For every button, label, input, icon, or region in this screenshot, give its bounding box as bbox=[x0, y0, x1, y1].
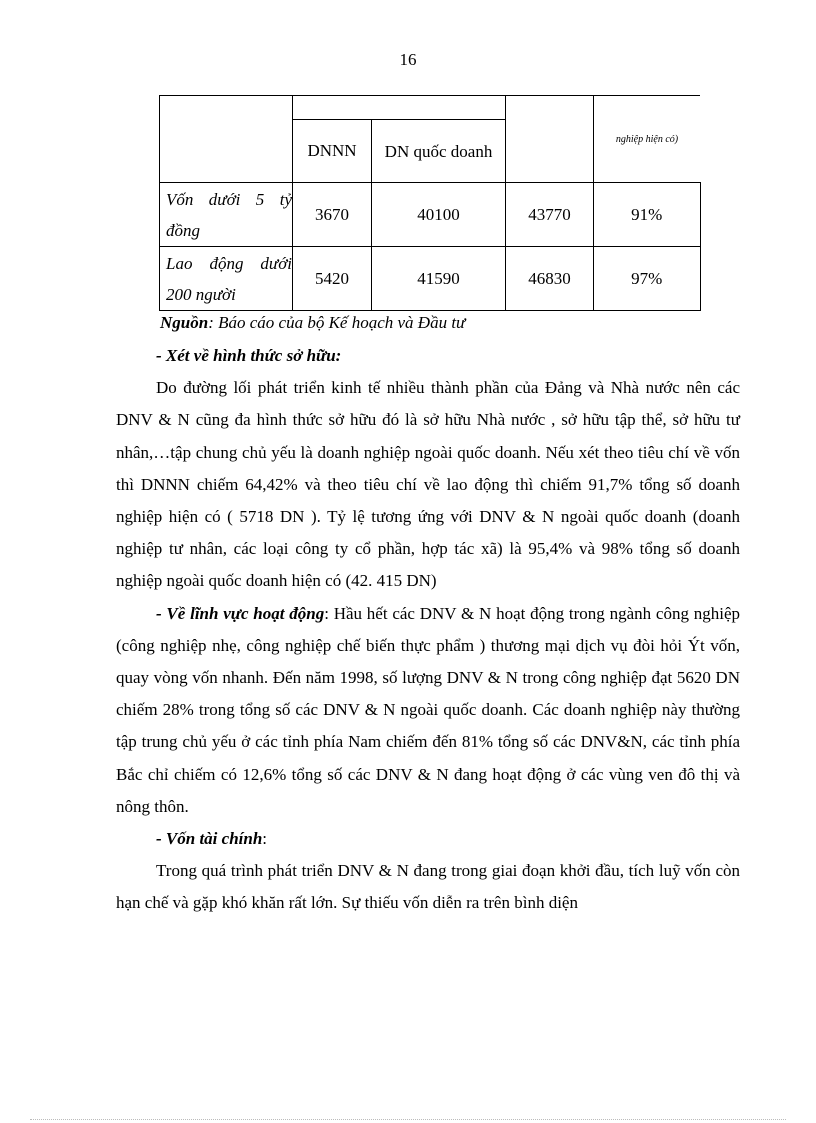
table-cell-dnnn: 5420 bbox=[293, 247, 372, 311]
table-cell-total: 46830 bbox=[506, 247, 594, 311]
table-corner-cell bbox=[160, 96, 293, 183]
section-heading-text: - Xét về hình thức sở hữu: bbox=[156, 346, 342, 365]
statistics-table bbox=[159, 95, 701, 311]
table-cell-percent: 97% bbox=[594, 247, 701, 311]
section-heading-capital-text: - Vốn tài chính bbox=[156, 829, 263, 849]
paragraph-activity-field bbox=[116, 598, 740, 823]
table-row bbox=[160, 183, 701, 247]
table-header-group-cell bbox=[293, 96, 506, 120]
paragraph-activity-text: : Hầu hết các DNV & N hoạt động trong ngành công nghiệp (công nghiệp nhẹ, công nghiệp chế biến thực phẩm ) thương mại dịch vụ đòi hỏi Ýt vốn, quay vòng vốn nhanh. Đến năm 1998, số lượng DNV & N trong công nghiệp đạt 5620 DN chiếm 28% trong tổng số các DNV & N ngoài quốc doanh. Các doanh nghiệp này thường tập trung chủ yếu ở các tỉnh phía Nam chiếm đến 81% tổng số các DNV&N, các tỉnh phía Bắc chỉ chiếm có 12,6% tổng số các DNV & N đang hoạt động ở các vùng ven đô thị và nông thôn. bbox=[116, 603, 740, 816]
table-header-note: nghiệp hiện có) bbox=[615, 133, 679, 145]
section-heading-ownership bbox=[116, 340, 740, 372]
paragraph-ownership: Do đường lối phát triển kinh tế nhiều thành phần của Đảng và Nhà nước nên các DNV & N cũng đa hình thức sở hữu đó là sở hữu Nhà nước , sở hữu tập thể, sở hữu tư nhân,…tập chung chủ yếu là doanh nghiệp ngoài quốc doanh. Nếu xét theo tiêu chí về vốn thì DNNN chiếm 64,42% và theo tiêu chí về lao động thì chiếm 91,7% tổng số doanh nghiệp hiện có ( 5718 DN ). Tỷ lệ tương ứng với DNV & N ngoài quốc doanh (doanh nghiệp tư nhân, các loại công ty cổ phần, hợp tác xã) là 95,4% và 98% tổng số doanh nghiệp ngoài quốc doanh hiện có (42. 415 DN) bbox=[116, 378, 740, 591]
table-header-dn-quoc-doanh: DN quốc doanh bbox=[372, 120, 506, 183]
table-header-dnnn: DNNN bbox=[293, 120, 372, 183]
document-body bbox=[116, 340, 740, 920]
section-heading-capital bbox=[116, 823, 740, 855]
page-bottom-divider bbox=[30, 1119, 786, 1120]
table-row-label: Lao động dưới 200 người bbox=[160, 247, 293, 311]
table-header-note-cell bbox=[594, 96, 701, 183]
paragraph-capital: Trong quá trình phát triển DNV & N đang trong giai đoạn khởi đầu, tích luỹ vốn còn hạn chế và gặp khó khăn rất lớn. Sự thiếu vốn diễn ra trên bình diện bbox=[116, 861, 740, 913]
section-heading-activity: - Về lĩnh vực hoạt động bbox=[156, 603, 325, 623]
table-row bbox=[160, 247, 701, 311]
table-cell-dn-quoc-doanh: 40100 bbox=[372, 183, 506, 247]
table-header-top-row bbox=[160, 96, 701, 120]
table-header-total-cell bbox=[506, 96, 594, 183]
page-number: 16 bbox=[399, 50, 417, 69]
section-heading-colon: : bbox=[262, 829, 268, 849]
table-source-note bbox=[160, 313, 465, 333]
source-text: : Báo cáo của bộ Kế hoạch và Đầu tư bbox=[208, 313, 466, 332]
table-row-label: Vốn dưới 5 tỷ đồng bbox=[160, 183, 293, 247]
table-cell-total: 43770 bbox=[506, 183, 594, 247]
table-cell-dn-quoc-doanh: 41590 bbox=[372, 247, 506, 311]
table-cell-dnnn: 3670 bbox=[293, 183, 372, 247]
source-label: Nguồn bbox=[160, 313, 209, 332]
table-cell-percent: 91% bbox=[594, 183, 701, 247]
